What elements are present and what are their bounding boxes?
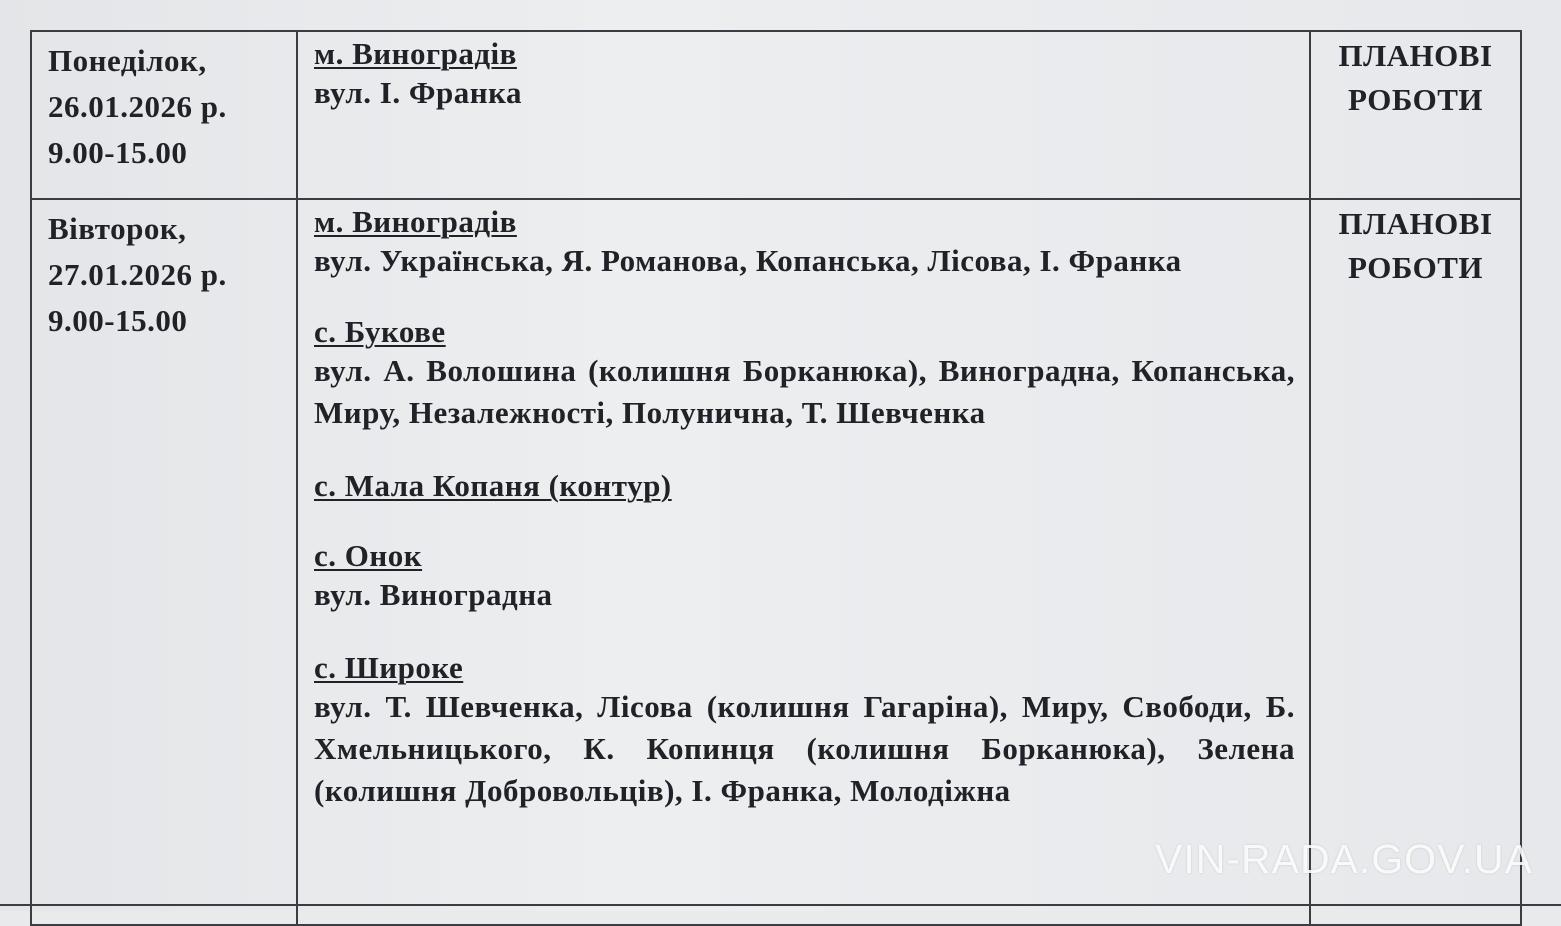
next-row-border xyxy=(0,904,1561,906)
day-label: Вівторок, xyxy=(48,211,187,246)
work-type-line1: ПЛАНОВІ xyxy=(1338,38,1493,73)
settlement-name: с. Широке xyxy=(314,650,464,685)
settlement-name: м. Виноградів xyxy=(314,36,517,71)
settlement-name: с. Онок xyxy=(314,538,423,573)
table-row xyxy=(31,199,1521,925)
street-list: вул. Т. Шевченка, Лісова (колишня Гагаріна), Миру, Свободи, Б. Хмельницького, К. Копинця (колишня Борканюка), Зелена (колишня Добровольців), І. Франка, Молодіжна xyxy=(314,689,1295,808)
day-label: Понеділок, xyxy=(48,43,207,78)
date-label: 26.01.2026 р. xyxy=(48,89,227,124)
street-list: вул. А. Волошина (колишня Борканюка), Виноградна, Копанська, Миру, Незалежності, Полунична, Т. Шевченка xyxy=(314,353,1295,430)
work-type-cell xyxy=(1310,31,1521,199)
work-type-line2: РОБОТИ xyxy=(1347,250,1484,285)
date-label: 27.01.2026 р. xyxy=(48,257,227,292)
time-range: 9.00-15.00 xyxy=(48,135,188,170)
street-list: вул. Українська, Я. Романова, Копанська, Лісова, І. Франка xyxy=(314,243,1182,278)
street-list: вул. Виноградна xyxy=(314,577,553,612)
work-type-line1: ПЛАНОВІ xyxy=(1338,206,1493,241)
address-cell xyxy=(297,31,1310,199)
street-list: вул. І. Франка xyxy=(314,75,522,110)
date-cell xyxy=(31,31,297,199)
site-watermark: VIN-RADA.GOV.UA xyxy=(1154,836,1533,882)
work-type-cell xyxy=(1310,199,1521,925)
settlement-name: м. Виноградів xyxy=(314,204,517,239)
address-cell xyxy=(297,199,1310,925)
location-block xyxy=(314,468,1295,504)
location-block xyxy=(314,204,1295,282)
work-type-line2: РОБОТИ xyxy=(1347,82,1484,117)
location-block xyxy=(314,314,1295,434)
settlement-name: с. Букове xyxy=(314,314,446,349)
date-cell xyxy=(31,199,297,925)
outage-schedule-table xyxy=(30,30,1522,926)
settlement-name: с. Мала Копаня (контур) xyxy=(314,468,672,503)
table-row xyxy=(31,31,1521,199)
location-block xyxy=(314,538,1295,616)
location-block xyxy=(314,650,1295,812)
location-block xyxy=(314,36,1295,114)
time-range: 9.00-15.00 xyxy=(48,303,188,338)
